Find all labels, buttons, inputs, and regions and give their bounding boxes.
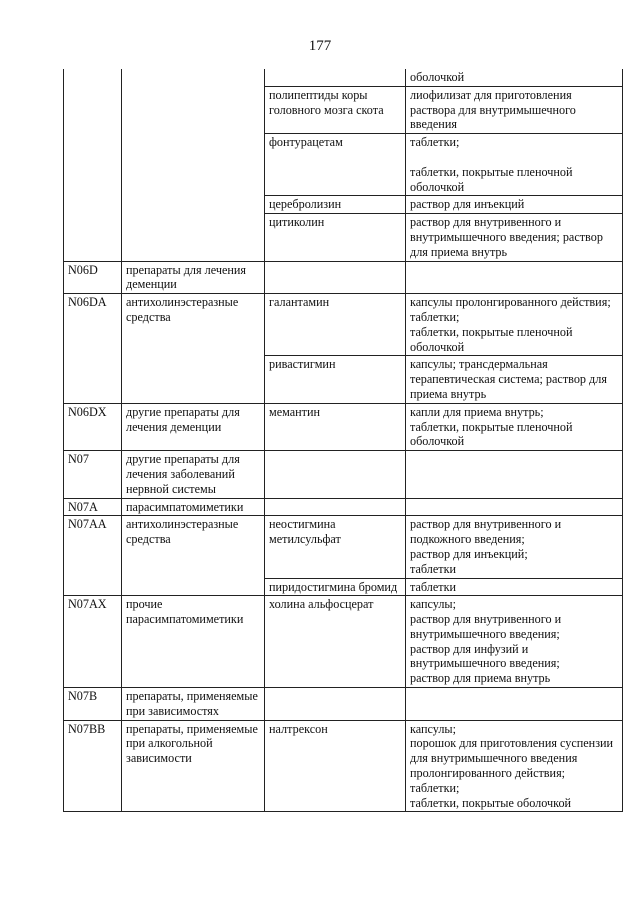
drug-name-cell: налтрексон (265, 720, 406, 812)
drug-name-cell: галантамин (265, 294, 406, 356)
atc-code-cell: N06DX (64, 403, 122, 450)
dosage-form-cell: капли для приема внутрь; таблетки, покрытые пленочной оболочкой (406, 403, 623, 450)
dosage-form-cell: капсулы; трансдермальная терапевтическая система; раствор для приема внутрь (406, 356, 623, 403)
table-row (64, 498, 623, 516)
atc-group-cell: антихолинэстеразные средства (122, 294, 265, 404)
atc-table (63, 69, 623, 812)
atc-group-cell: препараты, применяемые при зависимостях (122, 688, 265, 721)
atc-code-cell: N07A (64, 498, 122, 516)
atc-group-cell: прочие парасимпатомиметики (122, 596, 265, 688)
drug-name-cell (265, 451, 406, 498)
atc-group-cell: другие препараты для лечения заболеваний нервной системы (122, 451, 265, 498)
drug-name-cell: неостигмина метилсульфат (265, 516, 406, 578)
dosage-form-cell: раствор для внутривенного и подкожного введения; раствор для инъекций; таблетки (406, 516, 623, 578)
dosage-form-cell: оболочкой (406, 69, 623, 86)
drug-name-cell (265, 498, 406, 516)
atc-code-cell: N07BB (64, 720, 122, 812)
drug-name-cell: холина альфосцерат (265, 596, 406, 688)
table-row (64, 596, 623, 688)
table-row (64, 294, 623, 356)
atc-code-cell: N07 (64, 451, 122, 498)
table-row (64, 69, 623, 86)
table-row (64, 451, 623, 498)
atc-code-cell: N07AX (64, 596, 122, 688)
table-row (64, 688, 623, 721)
table-row (64, 720, 623, 812)
drug-name-cell: ривастигмин (265, 356, 406, 403)
drug-name-cell (265, 69, 406, 86)
atc-group-cell: препараты, применяемые при алкогольной зависимости (122, 720, 265, 812)
dosage-form-cell: раствор для внутривенного и внутримышечного введения; раствор для приема внутрь (406, 214, 623, 261)
atc-code-cell: N06DA (64, 294, 122, 404)
dosage-form-cell: таблетки (406, 578, 623, 596)
dosage-form-cell: таблетки; таблетки, покрытые пленочной оболочкой (406, 134, 623, 196)
table-row (64, 516, 623, 578)
dosage-form-cell: капсулы; раствор для внутривенного и внутримышечного введения; раствор для инфузий и внутримышечного введения; раствор для приема внутрь (406, 596, 623, 688)
dosage-form-cell (406, 688, 623, 721)
table-row (64, 261, 623, 294)
drug-name-cell: мемантин (265, 403, 406, 450)
drug-name-cell: полипептиды коры головного мозга скота (265, 86, 406, 133)
dosage-form-cell (406, 498, 623, 516)
atc-code-cell: N07AA (64, 516, 122, 596)
dosage-form-cell: капсулы; порошок для приготовления суспензии для внутримышечного введения пролонгированного действия; таблетки; таблетки, покрытые оболочкой (406, 720, 623, 812)
table-row (64, 403, 623, 450)
atc-group-cell: другие препараты для лечения деменции (122, 403, 265, 450)
atc-code-cell: N06D (64, 261, 122, 294)
drug-name-cell: церебролизин (265, 196, 406, 214)
dosage-form-cell (406, 451, 623, 498)
page-number: 177 (308, 38, 332, 54)
drug-name-cell: фонтурацетам (265, 134, 406, 196)
atc-code-cell (64, 69, 122, 261)
atc-group-cell: антихолинэстеразные средства (122, 516, 265, 596)
drug-name-cell (265, 261, 406, 294)
dosage-form-cell (406, 261, 623, 294)
atc-code-cell: N07B (64, 688, 122, 721)
dosage-form-cell: лиофилизат для приготовления раствора для внутримышечного введения (406, 86, 623, 133)
drug-name-cell (265, 688, 406, 721)
dosage-form-cell: раствор для инъекций (406, 196, 623, 214)
atc-group-cell (122, 69, 265, 261)
atc-group-cell: парасимпатомиметики (122, 498, 265, 516)
drug-name-cell: цитиколин (265, 214, 406, 261)
drug-name-cell: пиридостигмина бромид (265, 578, 406, 596)
atc-group-cell: препараты для лечения деменции (122, 261, 265, 294)
dosage-form-cell: капсулы пролонгированного действия; таблетки; таблетки, покрытые пленочной оболочкой (406, 294, 623, 356)
